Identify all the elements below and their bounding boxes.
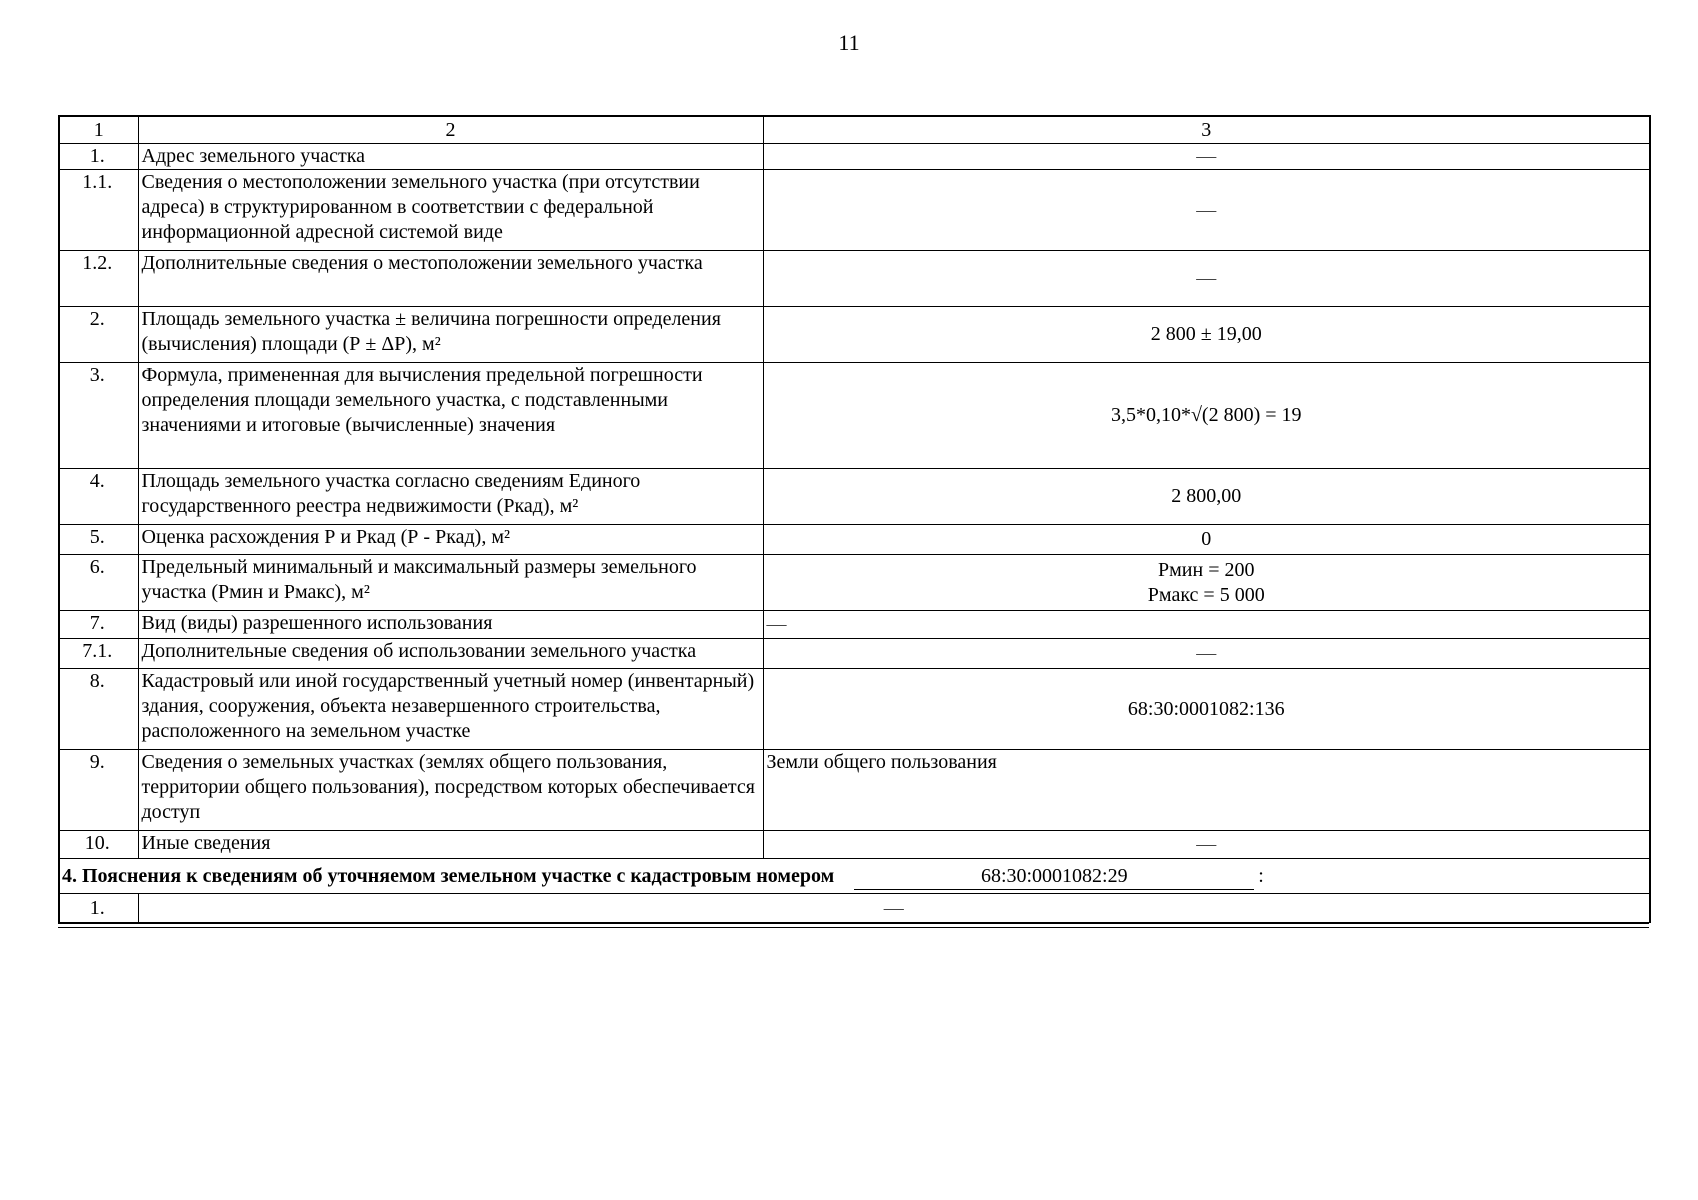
table-bottom-border <box>58 923 1649 928</box>
row-value: 2 800 ± 19,00 <box>763 307 1650 363</box>
section-4-colon: : <box>1258 864 1264 887</box>
table-row <box>59 144 1650 170</box>
row-value <box>763 555 1650 611</box>
row-number: 6. <box>59 555 138 611</box>
table-row <box>59 611 1650 639</box>
land-plot-table <box>58 115 1651 923</box>
header-col-3: 3 <box>763 116 1650 144</box>
row-number: 10. <box>59 831 138 859</box>
table-row <box>59 894 1650 923</box>
section-4-header <box>59 859 1650 894</box>
table-row <box>59 525 1650 555</box>
row-label: Вид (виды) разрешенного использования <box>138 611 763 639</box>
row-number: 1. <box>59 144 138 170</box>
table-row <box>59 170 1650 251</box>
row-number: 5. <box>59 525 138 555</box>
table-row <box>59 639 1650 669</box>
row-label: Иные сведения <box>138 831 763 859</box>
section-4-title: 4. Пояснения к сведениям об уточняемом земельном участке с кадастровым номером <box>62 864 835 887</box>
row-value: Земли общего пользования <box>763 750 1650 831</box>
row-value: 0 <box>763 525 1650 555</box>
row-number: 8. <box>59 669 138 750</box>
table-row <box>59 307 1650 363</box>
row-number: 9. <box>59 750 138 831</box>
max-size-value: Рмакс = 5 000 <box>1147 583 1265 606</box>
row-number: 1.1. <box>59 170 138 251</box>
row-value: — <box>763 144 1650 170</box>
section-4-header-row <box>59 859 1650 894</box>
table-row <box>59 750 1650 831</box>
row-label: Дополнительные сведения об использовании земельного участка <box>138 639 763 669</box>
row-number: 1.2. <box>59 251 138 307</box>
table-row <box>59 555 1650 611</box>
row-number: 7.1. <box>59 639 138 669</box>
row-label: Предельный минимальный и максимальный размеры земельного участка (Рмин и Рмакс), м² <box>138 555 763 611</box>
header-col-2: 2 <box>138 116 763 144</box>
row-label: Сведения о местоположении земельного участка (при отсутствии адреса) в структурированном в соответствии с федеральной информационной адресной системой виде <box>138 170 763 251</box>
table-row <box>59 469 1650 525</box>
row-value: 68:30:0001082:136 <box>763 669 1650 750</box>
row-label: Оценка расхождения Р и Ркад (Р - Ркад), м² <box>138 525 763 555</box>
row-number: 2. <box>59 307 138 363</box>
row-number: 3. <box>59 363 138 469</box>
row-value: — <box>763 251 1650 307</box>
table-row <box>59 669 1650 750</box>
table-row <box>59 251 1650 307</box>
header-col-1: 1 <box>59 116 138 144</box>
row-label: Сведения о земельных участках (землях общего пользования, территории общего пользования), посредством которых обеспечивается доступ <box>138 750 763 831</box>
row-value: 3,5*0,10*√(2 800) = 19 <box>763 363 1650 469</box>
row-value: 2 800,00 <box>763 469 1650 525</box>
table-row <box>59 363 1650 469</box>
row-label: Кадастровый или иной государственный учетный номер (инвентарный) здания, сооружения, объекта незавершенного строительства, расположенного на земельном участке <box>138 669 763 750</box>
row-value: — <box>763 639 1650 669</box>
row-label: Площадь земельного участка согласно сведениям Единого государственного реестра недвижимости (Ркад), м² <box>138 469 763 525</box>
row-number: 1. <box>59 894 138 923</box>
table-row <box>59 831 1650 859</box>
row-value: — <box>763 170 1650 251</box>
page-number: 11 <box>838 30 860 55</box>
row-label: Формула, примененная для вычисления предельной погрешности определения площади земельного участка, с подставленными значениями и итоговые (вычисленные) значения <box>138 363 763 469</box>
row-number: 7. <box>59 611 138 639</box>
row-label: Площадь земельного участка ± величина погрешности определения (вычисления) площади (Р ± ΔР), м² <box>138 307 763 363</box>
cadastral-number: 68:30:0001082:29 <box>854 863 1254 890</box>
row-value: — <box>763 831 1650 859</box>
row-number: 4. <box>59 469 138 525</box>
table-header-row <box>59 116 1650 144</box>
row-label: Адрес земельного участка <box>138 144 763 170</box>
row-value: — <box>138 894 1650 923</box>
row-label: Дополнительные сведения о местоположении земельного участка <box>138 251 763 307</box>
min-size-value: Рмин = 200 <box>1158 558 1255 581</box>
row-value: — <box>763 611 1650 639</box>
